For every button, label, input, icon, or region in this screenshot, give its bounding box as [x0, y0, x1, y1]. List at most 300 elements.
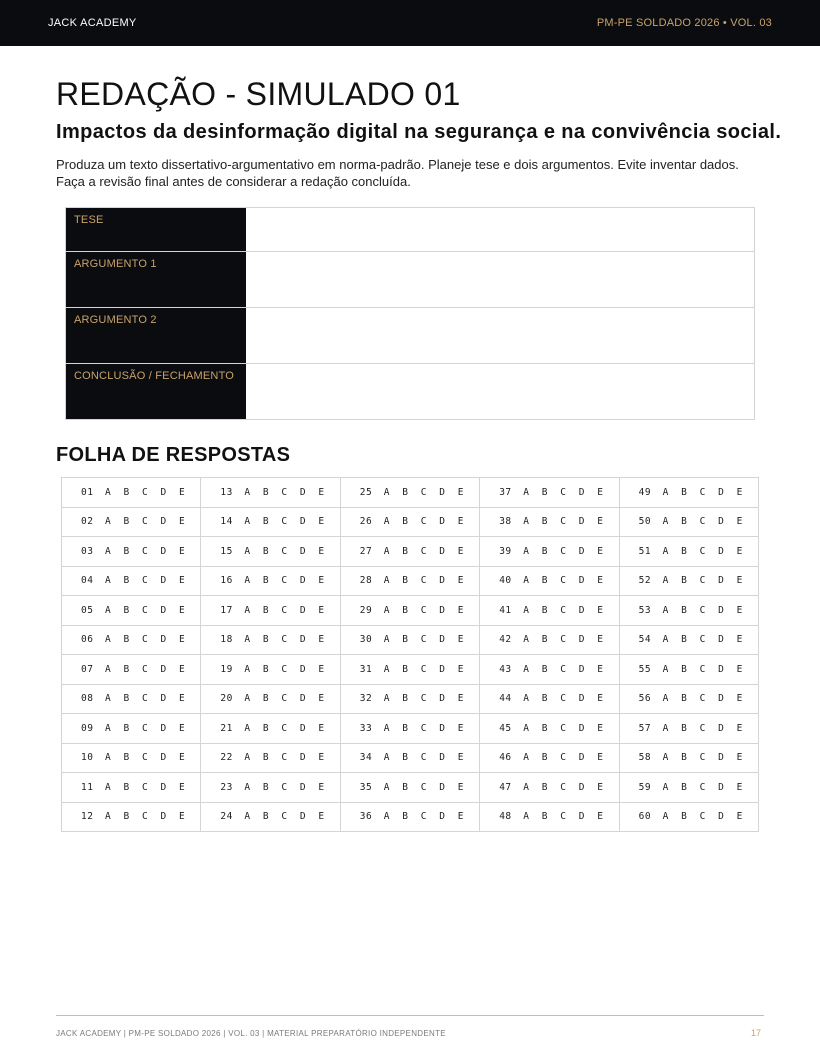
answer-option-bubble[interactable]: C [281, 811, 288, 823]
answer-option-bubble[interactable]: B [402, 516, 409, 528]
answer-option-bubble[interactable]: E [457, 516, 465, 528]
answer-option-bubble[interactable]: A [244, 604, 251, 616]
answer-option-bubble[interactable]: A [244, 693, 251, 705]
answer-option-bubble[interactable]: D [439, 575, 446, 587]
answer-option-bubble[interactable]: D [299, 575, 307, 587]
answer-option-bubble[interactable]: C [420, 752, 428, 764]
answer-option-bubble[interactable]: C [560, 604, 567, 616]
answer-option-bubble[interactable]: C [420, 722, 428, 734]
answer-option-bubble[interactable]: A [383, 811, 391, 823]
answer-option-bubble[interactable]: C [699, 752, 706, 764]
answer-option-bubble[interactable]: B [262, 722, 270, 734]
answer-option-bubble[interactable]: D [299, 722, 307, 734]
answer-option-bubble[interactable]: B [681, 516, 688, 528]
answer-option-bubble[interactable]: E [179, 781, 186, 793]
answer-option-bubble[interactable]: B [541, 752, 548, 764]
answer-option-bubble[interactable]: E [179, 693, 186, 705]
answer-option-bubble[interactable]: E [457, 811, 465, 823]
answer-option-bubble[interactable]: E [318, 634, 325, 646]
answer-option-bubble[interactable]: E [179, 575, 186, 587]
answer-option-bubble[interactable]: E [318, 693, 325, 705]
answer-option-bubble[interactable]: B [681, 722, 688, 734]
answer-option-bubble[interactable]: E [597, 516, 604, 528]
answer-option-bubble[interactable]: E [318, 811, 325, 823]
answer-option-bubble[interactable]: D [439, 811, 446, 823]
answer-option-bubble[interactable]: C [699, 575, 706, 587]
answer-option-bubble[interactable]: E [318, 722, 325, 734]
plan-writing-area-argument-1[interactable] [246, 252, 754, 307]
answer-option-bubble[interactable]: B [402, 634, 409, 646]
answer-option-bubble[interactable]: B [123, 811, 130, 823]
answer-option-bubble[interactable]: D [718, 634, 725, 646]
answer-option-bubble[interactable]: D [718, 663, 725, 675]
answer-option-bubble[interactable]: D [439, 781, 446, 793]
answer-option-bubble[interactable]: B [541, 781, 548, 793]
answer-option-bubble[interactable]: C [699, 516, 706, 528]
answer-option-bubble[interactable]: D [299, 811, 307, 823]
answer-option-bubble[interactable]: B [402, 722, 409, 734]
answer-option-bubble[interactable]: A [523, 545, 530, 557]
answer-option-bubble[interactable]: C [699, 486, 706, 498]
answer-option-bubble[interactable]: A [383, 663, 391, 675]
answer-option-bubble[interactable]: A [105, 545, 112, 557]
answer-option-bubble[interactable]: C [281, 781, 288, 793]
answer-option-bubble[interactable]: A [383, 693, 391, 705]
answer-option-bubble[interactable]: E [457, 781, 465, 793]
answer-option-bubble[interactable]: D [578, 663, 585, 675]
answer-option-bubble[interactable]: D [578, 722, 585, 734]
answer-option-bubble[interactable]: B [402, 693, 409, 705]
answer-option-bubble[interactable]: B [402, 811, 409, 823]
answer-option-bubble[interactable]: C [699, 545, 706, 557]
answer-option-bubble[interactable]: D [160, 604, 167, 616]
answer-option-bubble[interactable]: E [457, 486, 465, 498]
answer-option-bubble[interactable]: B [541, 516, 548, 528]
answer-option-bubble[interactable]: A [383, 634, 391, 646]
answer-option-bubble[interactable]: E [736, 545, 743, 557]
answer-option-bubble[interactable]: B [541, 693, 548, 705]
answer-option-bubble[interactable]: D [578, 781, 585, 793]
answer-option-bubble[interactable]: A [105, 752, 112, 764]
answer-option-bubble[interactable]: E [318, 781, 325, 793]
answer-option-bubble[interactable]: D [160, 752, 167, 764]
answer-option-bubble[interactable]: A [662, 575, 669, 587]
answer-option-bubble[interactable]: E [457, 663, 465, 675]
answer-option-bubble[interactable]: C [699, 634, 706, 646]
answer-option-bubble[interactable]: A [383, 781, 391, 793]
answer-option-bubble[interactable]: A [662, 752, 669, 764]
answer-option-bubble[interactable]: D [299, 486, 307, 498]
answer-option-bubble[interactable]: C [281, 634, 288, 646]
answer-option-bubble[interactable]: B [123, 516, 130, 528]
answer-option-bubble[interactable]: D [439, 545, 446, 557]
answer-option-bubble[interactable]: D [160, 575, 167, 587]
answer-option-bubble[interactable]: A [105, 516, 112, 528]
answer-option-bubble[interactable]: E [318, 486, 325, 498]
answer-option-bubble[interactable]: D [160, 663, 167, 675]
answer-option-bubble[interactable]: B [681, 811, 688, 823]
answer-option-bubble[interactable]: E [179, 752, 186, 764]
answer-option-bubble[interactable]: D [578, 516, 585, 528]
answer-option-bubble[interactable]: D [439, 752, 446, 764]
answer-option-bubble[interactable]: A [662, 486, 669, 498]
answer-option-bubble[interactable]: D [160, 693, 167, 705]
answer-option-bubble[interactable]: B [681, 693, 688, 705]
answer-option-bubble[interactable]: A [105, 722, 112, 734]
answer-option-bubble[interactable]: C [560, 811, 567, 823]
answer-option-bubble[interactable]: D [299, 634, 307, 646]
answer-option-bubble[interactable]: D [160, 634, 167, 646]
answer-option-bubble[interactable]: A [662, 663, 669, 675]
answer-option-bubble[interactable]: C [142, 486, 149, 498]
answer-option-bubble[interactable]: B [681, 634, 688, 646]
answer-option-bubble[interactable]: B [123, 634, 130, 646]
answer-option-bubble[interactable]: E [318, 604, 325, 616]
answer-option-bubble[interactable]: C [142, 545, 149, 557]
answer-option-bubble[interactable]: C [420, 663, 428, 675]
answer-option-bubble[interactable]: A [662, 516, 669, 528]
answer-option-bubble[interactable]: B [262, 663, 270, 675]
answer-option-bubble[interactable]: B [541, 604, 548, 616]
answer-option-bubble[interactable]: A [662, 545, 669, 557]
answer-option-bubble[interactable]: D [718, 604, 725, 616]
answer-option-bubble[interactable]: C [142, 634, 149, 646]
answer-option-bubble[interactable]: C [699, 811, 706, 823]
answer-option-bubble[interactable]: E [736, 575, 743, 587]
answer-option-bubble[interactable]: A [244, 545, 251, 557]
answer-option-bubble[interactable]: E [736, 604, 743, 616]
answer-option-bubble[interactable]: E [597, 604, 604, 616]
answer-option-bubble[interactable]: A [244, 634, 251, 646]
answer-option-bubble[interactable]: A [244, 663, 251, 675]
answer-option-bubble[interactable]: D [299, 545, 307, 557]
answer-option-bubble[interactable]: B [681, 781, 688, 793]
answer-option-bubble[interactable]: A [105, 811, 112, 823]
answer-option-bubble[interactable]: B [123, 722, 130, 734]
answer-option-bubble[interactable]: B [123, 663, 130, 675]
answer-option-bubble[interactable]: E [736, 811, 743, 823]
answer-option-bubble[interactable]: D [578, 545, 585, 557]
answer-option-bubble[interactable]: D [439, 722, 446, 734]
answer-option-bubble[interactable]: A [383, 575, 391, 587]
answer-option-bubble[interactable]: D [578, 604, 585, 616]
answer-option-bubble[interactable]: D [718, 545, 725, 557]
answer-option-bubble[interactable]: E [318, 575, 325, 587]
answer-option-bubble[interactable]: A [383, 722, 391, 734]
answer-option-bubble[interactable]: C [560, 781, 567, 793]
answer-option-bubble[interactable]: A [662, 781, 669, 793]
answer-option-bubble[interactable]: E [736, 722, 743, 734]
answer-option-bubble[interactable]: D [160, 486, 167, 498]
answer-option-bubble[interactable]: E [736, 516, 743, 528]
answer-option-bubble[interactable]: B [123, 604, 130, 616]
answer-option-bubble[interactable]: D [160, 811, 167, 823]
answer-option-bubble[interactable]: D [718, 693, 725, 705]
answer-option-bubble[interactable]: A [662, 693, 669, 705]
answer-option-bubble[interactable]: D [718, 575, 725, 587]
answer-option-bubble[interactable]: D [160, 516, 167, 528]
answer-option-bubble[interactable]: C [560, 545, 567, 557]
answer-option-bubble[interactable]: D [578, 752, 585, 764]
answer-option-bubble[interactable]: B [402, 545, 409, 557]
answer-option-bubble[interactable]: B [262, 575, 270, 587]
answer-option-bubble[interactable]: B [262, 516, 270, 528]
answer-option-bubble[interactable]: B [123, 693, 130, 705]
answer-option-bubble[interactable]: B [402, 604, 409, 616]
answer-option-bubble[interactable]: B [402, 486, 409, 498]
answer-option-bubble[interactable]: A [244, 575, 251, 587]
answer-option-bubble[interactable]: D [160, 781, 167, 793]
answer-option-bubble[interactable]: E [597, 752, 604, 764]
answer-option-bubble[interactable]: A [383, 604, 391, 616]
answer-option-bubble[interactable]: C [420, 693, 428, 705]
answer-option-bubble[interactable]: D [299, 663, 307, 675]
answer-option-bubble[interactable]: D [718, 811, 725, 823]
answer-option-bubble[interactable]: C [699, 722, 706, 734]
answer-option-bubble[interactable]: B [681, 545, 688, 557]
answer-option-bubble[interactable]: C [281, 516, 288, 528]
plan-writing-area-conclusion[interactable] [246, 364, 754, 419]
answer-option-bubble[interactable]: E [457, 722, 465, 734]
answer-option-bubble[interactable]: E [597, 781, 604, 793]
answer-option-bubble[interactable]: E [179, 811, 186, 823]
answer-option-bubble[interactable]: B [541, 486, 548, 498]
answer-option-bubble[interactable]: C [560, 634, 567, 646]
answer-option-bubble[interactable]: B [541, 811, 548, 823]
answer-option-bubble[interactable]: E [597, 811, 604, 823]
answer-option-bubble[interactable]: A [244, 781, 251, 793]
answer-option-bubble[interactable]: D [299, 752, 307, 764]
answer-option-bubble[interactable]: C [142, 693, 149, 705]
answer-option-bubble[interactable]: C [420, 545, 428, 557]
answer-option-bubble[interactable]: D [578, 693, 585, 705]
answer-option-bubble[interactable]: D [299, 604, 307, 616]
answer-option-bubble[interactable]: E [736, 663, 743, 675]
answer-option-bubble[interactable]: D [160, 545, 167, 557]
answer-option-bubble[interactable]: D [578, 811, 585, 823]
answer-option-bubble[interactable]: A [523, 722, 530, 734]
answer-option-bubble[interactable]: E [457, 604, 465, 616]
answer-option-bubble[interactable]: B [262, 545, 270, 557]
answer-option-bubble[interactable]: C [560, 693, 567, 705]
answer-option-bubble[interactable]: A [383, 752, 391, 764]
answer-option-bubble[interactable]: A [523, 693, 530, 705]
answer-option-bubble[interactable]: C [142, 516, 149, 528]
answer-option-bubble[interactable]: A [523, 811, 530, 823]
answer-option-bubble[interactable]: C [281, 604, 288, 616]
answer-option-bubble[interactable]: B [123, 781, 130, 793]
answer-option-bubble[interactable]: E [736, 752, 743, 764]
answer-option-bubble[interactable]: B [262, 486, 270, 498]
answer-option-bubble[interactable]: E [457, 693, 465, 705]
answer-option-bubble[interactable]: A [244, 486, 251, 498]
answer-option-bubble[interactable]: C [699, 604, 706, 616]
answer-option-bubble[interactable]: B [123, 486, 130, 498]
answer-option-bubble[interactable]: C [420, 486, 428, 498]
answer-option-bubble[interactable]: E [457, 634, 465, 646]
answer-option-bubble[interactable]: B [262, 634, 270, 646]
answer-option-bubble[interactable]: E [457, 545, 465, 557]
answer-option-bubble[interactable]: A [523, 604, 530, 616]
answer-option-bubble[interactable]: D [718, 752, 725, 764]
answer-option-bubble[interactable]: D [718, 486, 725, 498]
answer-option-bubble[interactable]: C [420, 634, 428, 646]
answer-option-bubble[interactable]: D [439, 634, 446, 646]
answer-option-bubble[interactable]: B [681, 752, 688, 764]
answer-option-bubble[interactable]: A [105, 604, 112, 616]
answer-option-bubble[interactable]: E [597, 634, 604, 646]
answer-option-bubble[interactable]: D [718, 781, 725, 793]
answer-option-bubble[interactable]: E [597, 545, 604, 557]
answer-option-bubble[interactable]: E [179, 634, 186, 646]
answer-option-bubble[interactable]: E [736, 486, 743, 498]
answer-option-bubble[interactable]: C [142, 575, 149, 587]
answer-option-bubble[interactable]: B [541, 722, 548, 734]
answer-option-bubble[interactable]: C [281, 663, 288, 675]
answer-option-bubble[interactable]: E [736, 693, 743, 705]
answer-option-bubble[interactable]: D [439, 663, 446, 675]
answer-option-bubble[interactable]: E [597, 575, 604, 587]
answer-option-bubble[interactable]: A [244, 516, 251, 528]
answer-option-bubble[interactable]: A [105, 575, 112, 587]
answer-option-bubble[interactable]: B [262, 604, 270, 616]
answer-option-bubble[interactable]: E [179, 516, 186, 528]
answer-option-bubble[interactable]: D [439, 604, 446, 616]
answer-option-bubble[interactable]: C [281, 545, 288, 557]
answer-option-bubble[interactable]: C [142, 722, 149, 734]
answer-option-bubble[interactable]: C [420, 811, 428, 823]
answer-option-bubble[interactable]: A [523, 752, 530, 764]
answer-option-bubble[interactable]: B [681, 604, 688, 616]
answer-option-bubble[interactable]: C [560, 516, 567, 528]
answer-option-bubble[interactable]: A [523, 486, 530, 498]
answer-option-bubble[interactable]: E [179, 486, 186, 498]
answer-option-bubble[interactable]: A [105, 663, 112, 675]
answer-option-bubble[interactable]: A [383, 486, 391, 498]
answer-option-bubble[interactable]: A [523, 634, 530, 646]
answer-option-bubble[interactable]: E [457, 752, 465, 764]
answer-option-bubble[interactable]: C [281, 575, 288, 587]
answer-option-bubble[interactable]: E [179, 545, 186, 557]
answer-option-bubble[interactable]: B [262, 752, 270, 764]
answer-option-bubble[interactable]: E [736, 634, 743, 646]
answer-option-bubble[interactable]: E [457, 575, 465, 587]
answer-option-bubble[interactable]: A [662, 634, 669, 646]
answer-option-bubble[interactable]: C [281, 693, 288, 705]
answer-option-bubble[interactable]: B [123, 545, 130, 557]
answer-option-bubble[interactable]: C [420, 516, 428, 528]
answer-option-bubble[interactable]: D [160, 722, 167, 734]
answer-option-bubble[interactable]: C [281, 752, 288, 764]
answer-option-bubble[interactable]: C [699, 663, 706, 675]
answer-option-bubble[interactable]: B [541, 634, 548, 646]
answer-option-bubble[interactable]: C [560, 722, 567, 734]
answer-option-bubble[interactable]: A [662, 722, 669, 734]
answer-option-bubble[interactable]: A [383, 516, 391, 528]
answer-option-bubble[interactable]: A [244, 722, 251, 734]
answer-option-bubble[interactable]: E [597, 722, 604, 734]
answer-option-bubble[interactable]: D [299, 781, 307, 793]
answer-option-bubble[interactable]: B [402, 575, 409, 587]
answer-option-bubble[interactable]: E [318, 545, 325, 557]
answer-option-bubble[interactable]: B [123, 752, 130, 764]
answer-option-bubble[interactable]: C [142, 811, 149, 823]
answer-option-bubble[interactable]: A [662, 604, 669, 616]
answer-option-bubble[interactable]: D [578, 634, 585, 646]
answer-option-bubble[interactable]: A [105, 693, 112, 705]
answer-option-bubble[interactable]: C [420, 604, 428, 616]
answer-option-bubble[interactable]: B [541, 575, 548, 587]
answer-option-bubble[interactable]: C [281, 486, 288, 498]
answer-option-bubble[interactable]: D [718, 516, 725, 528]
answer-option-bubble[interactable]: C [142, 752, 149, 764]
answer-option-bubble[interactable]: B [262, 781, 270, 793]
answer-option-bubble[interactable]: C [281, 722, 288, 734]
answer-option-bubble[interactable]: E [597, 663, 604, 675]
answer-option-bubble[interactable]: E [597, 693, 604, 705]
answer-option-bubble[interactable]: E [318, 752, 325, 764]
answer-option-bubble[interactable]: A [523, 575, 530, 587]
answer-option-bubble[interactable]: A [523, 781, 530, 793]
answer-option-bubble[interactable]: C [560, 663, 567, 675]
answer-option-bubble[interactable]: B [262, 693, 270, 705]
answer-option-bubble[interactable]: D [299, 516, 307, 528]
answer-option-bubble[interactable]: C [142, 604, 149, 616]
answer-option-bubble[interactable]: B [402, 663, 409, 675]
answer-option-bubble[interactable]: A [105, 486, 112, 498]
answer-option-bubble[interactable]: A [662, 811, 669, 823]
answer-option-bubble[interactable]: C [699, 693, 706, 705]
answer-option-bubble[interactable]: B [402, 752, 409, 764]
answer-option-bubble[interactable]: E [179, 722, 186, 734]
answer-option-bubble[interactable]: E [318, 516, 325, 528]
answer-option-bubble[interactable]: B [681, 663, 688, 675]
answer-option-bubble[interactable]: C [142, 663, 149, 675]
answer-option-bubble[interactable]: C [560, 575, 567, 587]
answer-option-bubble[interactable]: C [560, 486, 567, 498]
answer-option-bubble[interactable]: C [142, 781, 149, 793]
answer-option-bubble[interactable]: A [244, 752, 251, 764]
plan-writing-area-thesis[interactable] [246, 208, 754, 251]
plan-writing-area-argument-2[interactable] [246, 308, 754, 363]
answer-option-bubble[interactable]: C [420, 575, 428, 587]
answer-option-bubble[interactable]: D [299, 693, 307, 705]
answer-option-bubble[interactable]: C [699, 781, 706, 793]
answer-option-bubble[interactable]: D [578, 486, 585, 498]
answer-option-bubble[interactable]: B [681, 575, 688, 587]
answer-option-bubble[interactable]: A [523, 516, 530, 528]
answer-option-bubble[interactable]: B [123, 575, 130, 587]
answer-option-bubble[interactable]: B [681, 486, 688, 498]
answer-option-bubble[interactable]: A [523, 663, 530, 675]
answer-option-bubble[interactable]: A [383, 545, 391, 557]
answer-option-bubble[interactable]: B [262, 811, 270, 823]
answer-option-bubble[interactable]: E [318, 663, 325, 675]
answer-option-bubble[interactable]: D [439, 693, 446, 705]
answer-option-bubble[interactable]: D [718, 722, 725, 734]
answer-option-bubble[interactable]: C [560, 752, 567, 764]
answer-option-bubble[interactable]: C [420, 781, 428, 793]
answer-option-bubble[interactable]: E [179, 663, 186, 675]
answer-option-bubble[interactable]: A [105, 634, 112, 646]
answer-option-bubble[interactable]: A [244, 811, 251, 823]
answer-option-bubble[interactable]: B [541, 663, 548, 675]
answer-option-bubble[interactable]: E [736, 781, 743, 793]
answer-option-bubble[interactable]: D [439, 486, 446, 498]
answer-option-bubble[interactable]: E [179, 604, 186, 616]
answer-option-bubble[interactable]: E [597, 486, 604, 498]
answer-option-bubble[interactable]: A [105, 781, 112, 793]
